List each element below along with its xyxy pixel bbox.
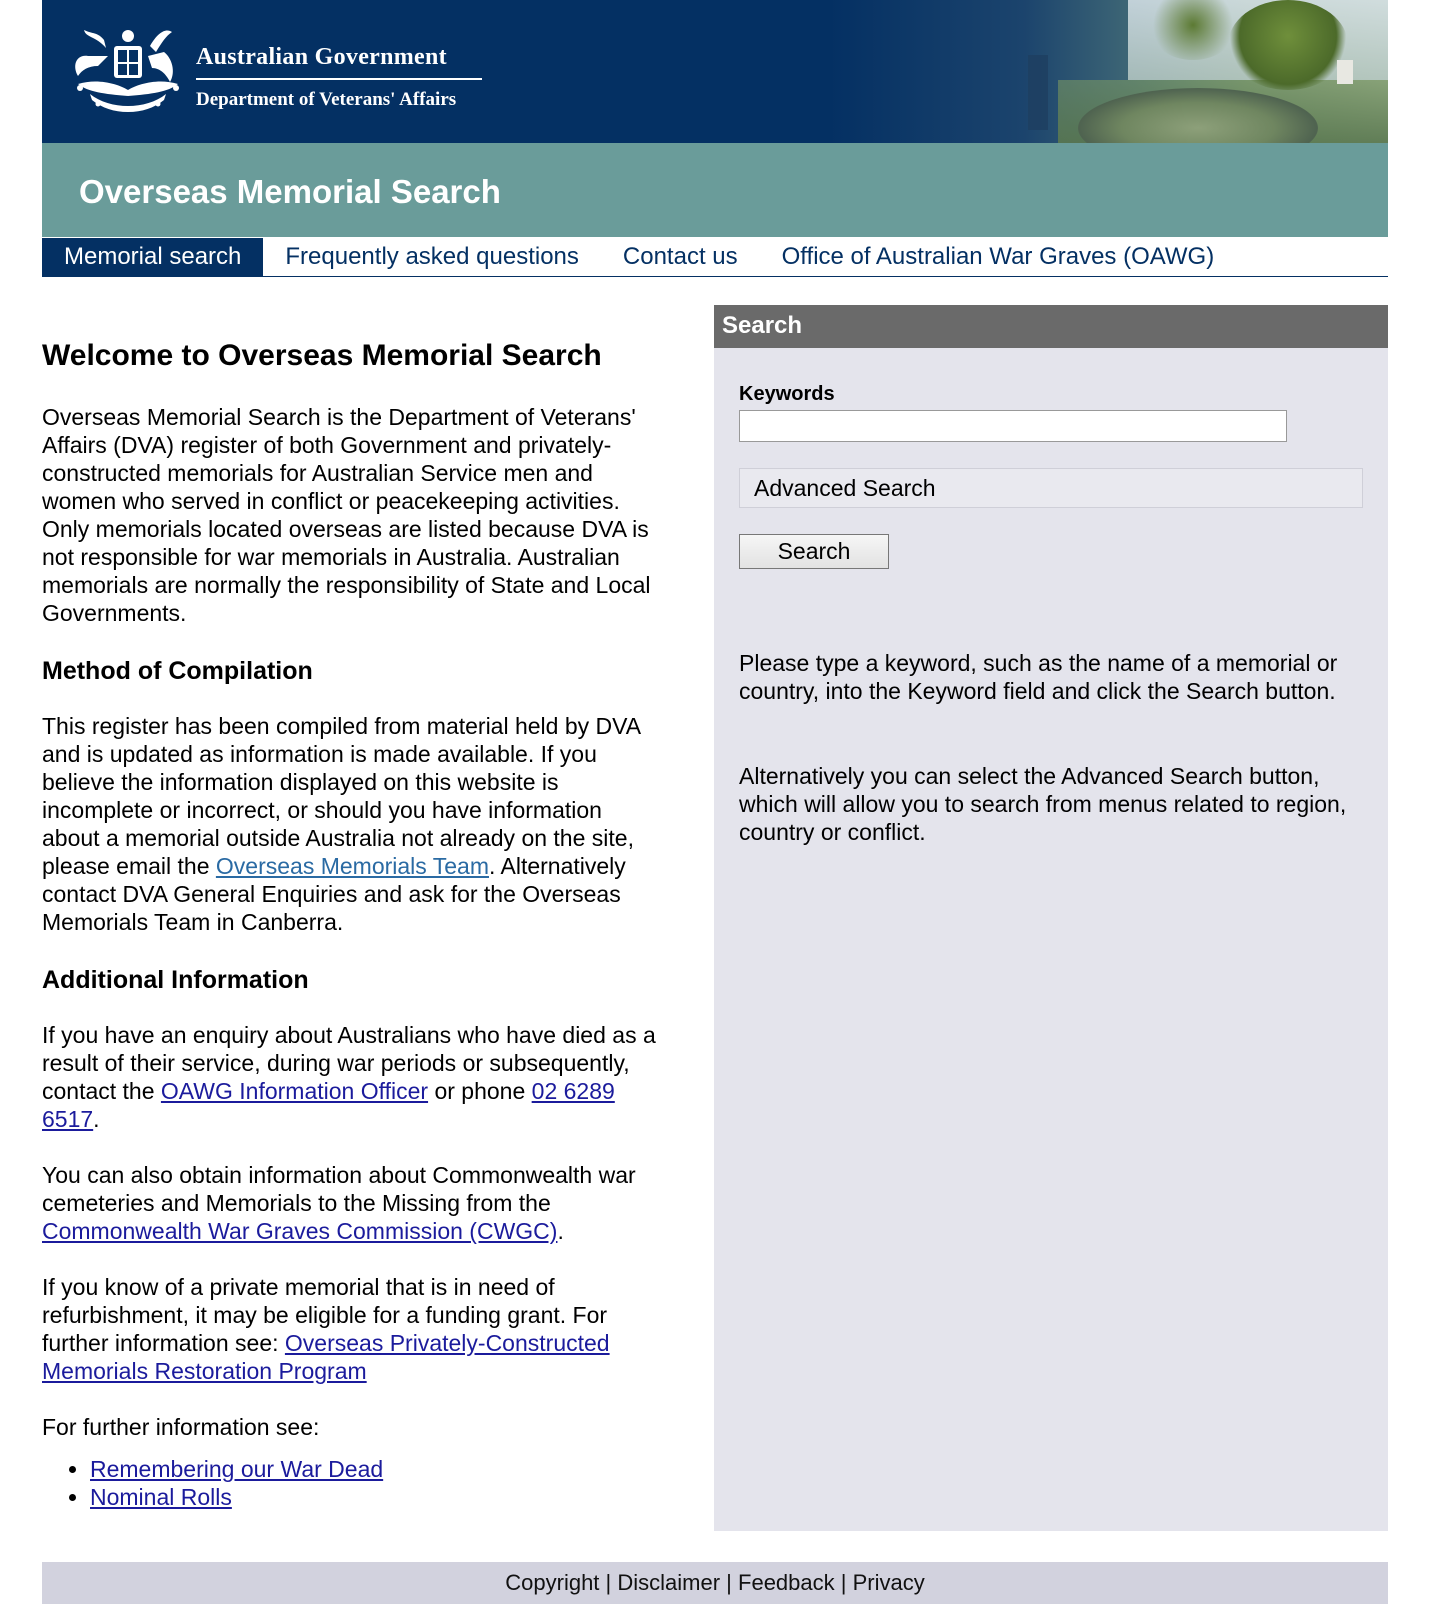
remembering-war-dead-link[interactable]: Remembering our War Dead (90, 1456, 384, 1482)
compilation-heading: Method of Compilation (42, 657, 313, 685)
search-button[interactable]: Search (739, 534, 889, 569)
footer-feedback-link[interactable]: Feedback (738, 1570, 835, 1595)
list-item (90, 1483, 662, 1511)
coat-of-arms-icon (68, 26, 188, 116)
nominal-rolls-link[interactable]: Nominal Rolls (90, 1484, 232, 1510)
nav-memorial-search[interactable]: Memorial search (42, 238, 263, 276)
search-help-text: Please type a keyword, such as the name of a memorial or country, into the Keyword field and click the Search button. (739, 650, 1338, 704)
oawg-officer-link[interactable]: OAWG Information Officer (160, 1078, 429, 1104)
enquiry-paragraph: If you have an enquiry about Australians who have died as a result of their service, during war periods or subsequently, contact the OAWG Information Officer or phone 02 6289 6517. (42, 1022, 656, 1132)
advanced-help-text: Alternatively you can select the Advanced Search button, which will allow you to search from menus related to region, country or conflict. (739, 763, 1347, 845)
cwgc-link[interactable]: Commonwealth War Graves Commission (CWGC) (42, 1218, 558, 1244)
search-panel (714, 305, 1388, 1531)
site-banner (42, 0, 1388, 143)
keywords-input[interactable] (739, 410, 1287, 442)
compilation-paragraph: This register has been compiled from material held by DVA and is updated as information is made available. If you believe the information displayed on this website is incomplete or incorrect, or should you have information about a memorial outside Australia not already on the site, please email the Overseas Memorials Team. Alternatively contact DVA General Enquiries and ask for the Overseas Memorials Team in Canberra. (42, 713, 640, 935)
main-nav (42, 238, 1388, 277)
footer: Copyright | Disclaimer | Feedback | Privacy (42, 1562, 1388, 1604)
intro-paragraph: Overseas Memorial Search is the Department of Veterans' Affairs (DVA) register of both Government and privately-constructed memorials for Australian Service men and women who served in conflict or peacekeeping activities. Only memorials located overseas are listed because DVA is not responsible for war memorials in Australia. Australian memorials are normally the responsibility of State and Local Governments. (42, 404, 651, 626)
gov-name: Australian Government (196, 44, 447, 70)
restoration-program-link[interactable]: Overseas Privately-Constructed Memorials Restoration Program (42, 1330, 610, 1384)
keywords-label: Keywords (739, 383, 835, 405)
nav-faq[interactable]: Frequently asked questions (285, 243, 579, 270)
dept-name: Department of Veterans' Affairs (196, 89, 457, 110)
logo-divider (196, 78, 482, 80)
nav-contact-us[interactable]: Contact us (622, 243, 738, 270)
page-title: Welcome to Overseas Memorial Search (42, 339, 602, 372)
phone-link[interactable]: 02 6289 6517 (42, 1078, 615, 1132)
nav-oawg[interactable]: Office of Australian War Graves (OAWG) (781, 243, 1215, 270)
search-panel-title: Search (714, 305, 1388, 348)
list-item (90, 1455, 662, 1483)
main-content (42, 305, 662, 1511)
cwgc-paragraph: You can also obtain information about Commonwealth war cemeteries and Memorials to the Missing from the Commonwealth War Graves Commission (CWGC). (42, 1162, 636, 1244)
title-bar (42, 143, 1388, 237)
refurb-paragraph: If you know of a private memorial that is in need of refurbishment, it may be eligible for a funding grant. For further information see: Overseas Privately-Constructed Memorials Restoration Program (42, 1274, 610, 1384)
site-title[interactable]: Overseas Memorial Search (79, 173, 501, 210)
advanced-search-toggle[interactable]: Advanced Search (739, 468, 1363, 508)
government-logo-text[interactable] (196, 44, 482, 111)
additional-heading: Additional Information (42, 966, 309, 994)
footer-copyright-link[interactable]: Copyright (505, 1570, 600, 1595)
footer-privacy-link[interactable]: Privacy (852, 1570, 925, 1595)
overseas-memorials-team-link[interactable]: Overseas Memorials Team (215, 853, 489, 879)
further-info-label: For further information see: (42, 1414, 320, 1440)
further-links-list (42, 1455, 662, 1511)
footer-disclaimer-link[interactable]: Disclaimer (617, 1570, 721, 1595)
